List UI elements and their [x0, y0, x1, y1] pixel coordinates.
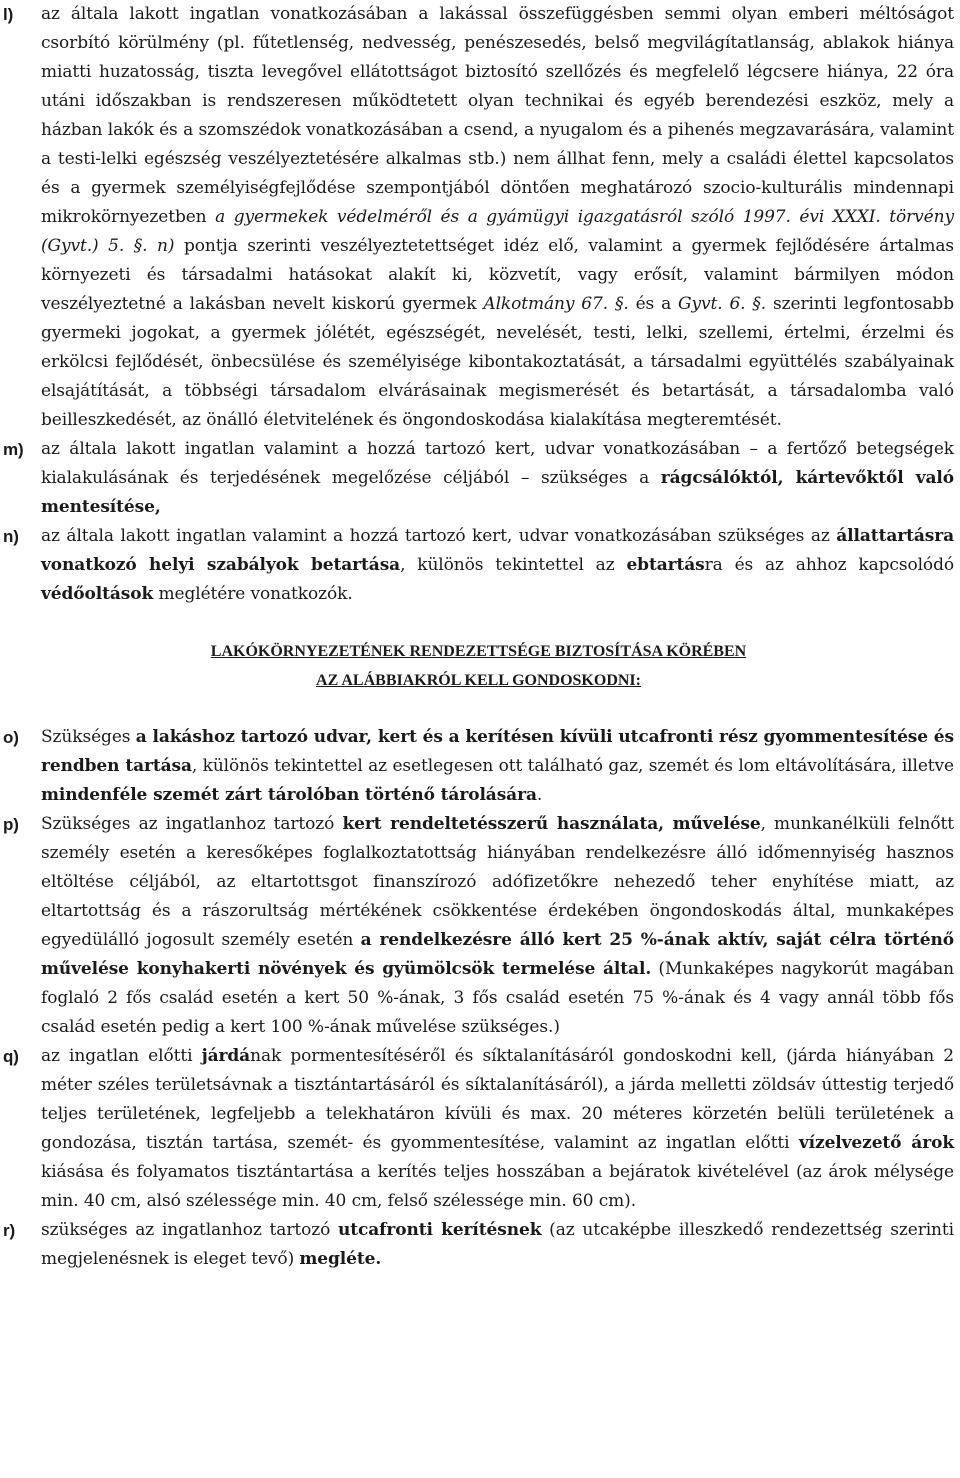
item-text: , munkanélküli felnőtt személy esetén a keresőképes foglalkoztatottság hiányában rendelkezésre álló időmennyiség hasznos eltöltése céljából, az eltartottsgot finanszírozó adófizetőkre nehezedő teher enyhítése miatt, az eltartottság és a rászorultság mértékének csökkentése érdekében öngondoskodás által, munkaképes egyedülálló jogosult személy esetén — [41, 814, 954, 950]
heading-line-1: LAKÓKÖRNYEZETÉNEK RENDEZETTSÉGE BIZTOSÍTÁSA KÖRÉBEN — [210, 643, 747, 660]
item-text: , különös tekintettel az — [400, 555, 627, 575]
emphasis-text: járdá — [201, 1046, 251, 1066]
section-heading — [3, 637, 954, 695]
item-text: szükséges az ingatlanhoz tartozó — [41, 1220, 338, 1240]
emphasis-text: rágcsálóktól, kártevőktől való mentesítése, — [41, 468, 955, 517]
item-text: ra és az ahhoz kapcsolódó — [704, 555, 954, 575]
item-text: és a — [628, 294, 679, 314]
item-text: Szükséges az ingatlanhoz tartozó — [41, 814, 343, 834]
item-o — [3, 723, 954, 810]
item-text: (az utcaképbe illeszkedő rendezettség szerinti megjelenésnek is eleget tevő) — [41, 1220, 954, 1269]
emphasis-text: ebtartás — [626, 555, 705, 575]
item-label: o) — [3, 728, 19, 747]
law-reference: a gyermekek védelméről és a gyámügyi igazgatásról szóló 1997. évi XXXI. törvény (Gyvt.) 5. §. n) — [41, 207, 954, 256]
emphasis-text: kert rendeltetésszerű használata, művelése — [342, 814, 761, 834]
heading-line-2: AZ ALÁBBIAKRÓL KELL GONDOSKODNI: — [316, 672, 641, 689]
emphasis-text: a rendelkezésre álló kert 25 %-ának aktív, saját célra történő művelése konyhakerti növények és gyümölcsök termelése által. — [41, 930, 954, 979]
item-text: kiásása és folyamatos tisztántartása a kerítés teljes hosszában a bejáratok kivételével (az árok mélysége min. 40 cm, alsó szélessége min. 40 cm, felső szélessége min. 60 cm). — [41, 1162, 954, 1211]
item-text: pontja szerinti veszélyeztetettséget idéz elő, valamint a gyermek fejlődésére ártalmas környezeti és társadalmi hatásokat alakít ki, közvetít, vagy erősít, valamint bármilyen módon veszélyeztetné a lakásban nevelt kiskorú gyermek — [41, 236, 955, 314]
emphasis-text: mindenféle szemét zárt tárolóban történő tárolására — [41, 785, 537, 805]
item-text: az ingatlan előtti — [41, 1046, 202, 1066]
item-label: l) — [3, 5, 14, 24]
item-m — [3, 435, 954, 522]
item-text: , különös tekintettel az esetlegesen ott található gaz, szemét és lom eltávolítására, illetve — [191, 756, 955, 776]
item-label: n) — [3, 527, 19, 546]
item-text: (Munkaképes nagykorút magában foglaló 2 fős család esetén a kert 50 %-ának, 3 fős család esetén 75 %-ának és 4 vagy annál több fős család esetén pedig a kert 100 %-ának művelése szükséges.) — [41, 959, 954, 1037]
item-label: q) — [3, 1047, 19, 1066]
item-text: az általa lakott ingatlan valamint a hozzá tartozó kert, udvar vonatkozásában – a fertőző betegségek kialakulásának és terjedésének megelőzése céljából – szükséges a — [41, 439, 954, 488]
item-text: . — [536, 785, 543, 805]
item-text: szerinti legfontosabb gyermeki jogokat, a gyermek jólétét, egészségét, nevelését, testi, lelki, szellemi, értelmi, érzelmi és erkölcsi fejlődését, önbecsülése és személyisége kibontakoztatását, a társadalmi együttélés szabályainak elsajátítását, a többségi társadalom elvárásainak megismerését és betartását, a társadalomba való beilleszkedését, az önálló életvitelének és öngondoskodása kialakítása megteremtését. — [41, 294, 954, 430]
item-n — [3, 522, 954, 609]
emphasis-text: vízelvezető árok — [798, 1133, 954, 1153]
emphasis-text: védőoltások — [41, 584, 154, 604]
item-label: m) — [3, 440, 24, 459]
emphasis-text: állattartásra vonatkozó helyi szabályok betartása — [41, 526, 954, 575]
item-label: p) — [3, 815, 19, 834]
item-text: az általa lakott ingatlan valamint a hozzá tartozó kert, udvar vonatkozásában szükséges az — [41, 526, 837, 546]
item-q — [3, 1042, 954, 1216]
emphasis-text: utcafronti kerítésnek — [338, 1220, 542, 1240]
item-text: meglétére vonatkozók. — [153, 584, 353, 604]
law-reference: Gyvt. 6. §. — [678, 294, 767, 314]
law-reference: Alkotmány 67. §. — [483, 294, 629, 314]
emphasis-text: a lakáshoz tartozó udvar, kert és a kerítésen kívüli utcafronti rész gyommentesítése és rendben tartása — [41, 727, 954, 776]
emphasis-text: megléte. — [299, 1249, 382, 1269]
item-text: Szükséges — [41, 727, 136, 747]
item-p — [3, 810, 954, 1042]
item-text: az általa lakott ingatlan vonatkozásában a lakással összefüggésben semmi olyan emberi méltóságot csorbító körülmény (pl. fűtetlenség, nedvesség, penészesedés, belső megvilágítatlanság, ablakok hiánya miatti huzatosság, tiszta levegővel ellátottságot biztosító szellőzés és megfelelő légcsere hiánya, 22 óra utáni időszakban is rendszeresen működtetett olyan technikai és egyéb berendezési eszköz, mely a házban lakók és a szomszédok vonatkozásában a csend, a nyugalom és a pihenés megzavarására, valamint a testi-lelki egészség veszélyeztetésére alkalmas stb.) nem állhat fenn, mely a családi élettel kapcsolatos és a gyermek személyiségfejlődése szempontjából döntően meghatározó szocio-kulturális mindennapi mikrokörnyezetben — [41, 4, 954, 227]
item-label: r) — [3, 1221, 16, 1240]
item-l — [3, 0, 954, 435]
item-text: nak pormentesítéséről és síktalanításáról gondoskodni kell, (járda hiányában 2 méter széles területsávnak a tisztántartásáról és síktalanításáról), a járda melletti zöldsáv úttestig terjedő teljes területének, legfeljebb a telekhatáron kívüli és max. 20 méteres körzetén belüli területének a gondozása, tisztán tartása, szemét- és gyommentesítése, valamint az ingatlan előtti — [41, 1046, 954, 1153]
item-r — [3, 1216, 954, 1274]
